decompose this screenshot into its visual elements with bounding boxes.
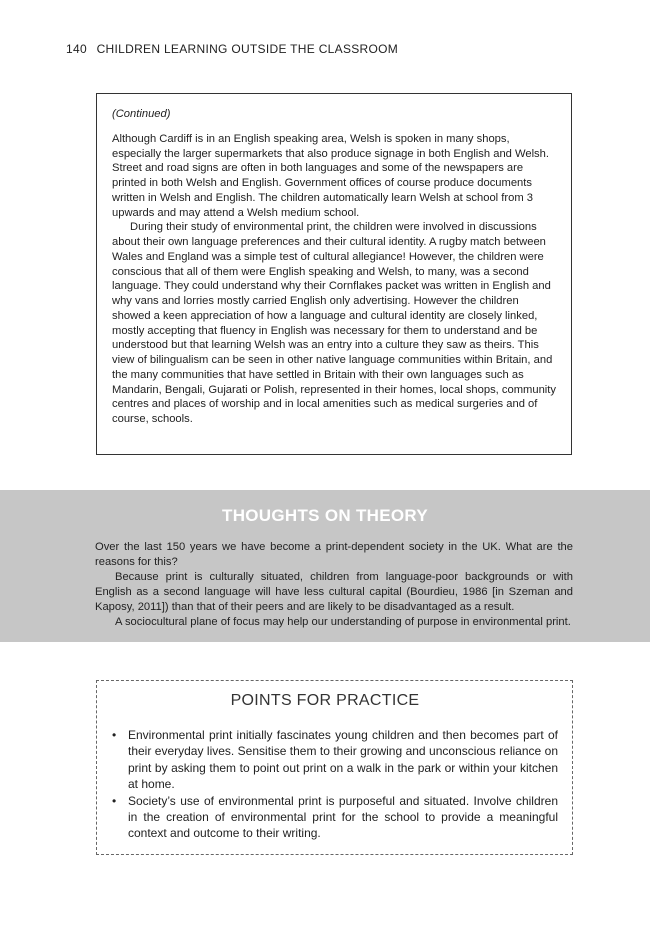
theory-paragraph-1: Over the last 150 years we have become a print-dependent society in the UK. What are the reasons for this? bbox=[95, 541, 573, 568]
practice-item bbox=[112, 727, 558, 793]
practice-item-text: Society’s use of environmental print is purposeful and situated. Involve children in the creation of environmental print for the school to provide a meaningful context and outcome to their writing. bbox=[128, 793, 558, 841]
theory-title: THOUGHTS ON THEORY bbox=[222, 506, 428, 525]
theory-paragraph-3: A sociocultural plane of focus may help our understanding of purpose in environmental print. bbox=[115, 616, 571, 628]
page-number: 140 bbox=[66, 42, 87, 56]
running-title: CHILDREN LEARNING OUTSIDE THE CLASSROOM bbox=[96, 42, 399, 56]
running-head bbox=[66, 42, 398, 56]
theory-body bbox=[95, 540, 573, 630]
case-paragraph-2: During their study of environmental print, the children were involved in discussions about their own language preferences and their cultural identity. A rugby match between Wales and England was a simple test of cultural allegiance! However, the children were conscious that all of them were English speaking and Welsh, to many, was a second language. They could understand why their Cornflakes packet was written in English and why vans and lorries mostly carried English only advertising. However the children showed a keen appreciation of how a language and cultural identity are closely linked, mostly accepting that fluency in English was necessary for them to understand and be understood but that learning Welsh was an entry into a culture they saw as theirs. This view of bilingualism can be seen in other native language communities within Britain, and the many communities that have settled in Britain with their own languages such as Mandarin, Bengali, Gujarati or Polish, represented in their homes, local shops, community centres and places of worship and in local amenities such as medical surgeries and of course, schools. bbox=[112, 221, 556, 425]
practice-item-text: Environmental print initially fascinates young children and then becomes part of their everyday lives. Sensitise them to their growing and unconscious reliance on print by asking them to point out print on a walk in the park or within your kitchen at home. bbox=[128, 728, 558, 792]
case-paragraph-1: Although Cardiff is in an English speaking area, Welsh is spoken in many shops, especially the larger supermarkets that also produce signage in both English and Welsh. Street and road signs are often in both languages and some of the newspapers are printed in both Welsh and English. Government offices of course produce documents written in Welsh and English. The children automatically learn Welsh at school from 3 upwards and may attend a Welsh medium school. bbox=[112, 132, 549, 219]
bullet-icon: • bbox=[112, 728, 117, 742]
bullet-icon: • bbox=[112, 793, 117, 808]
practice-item bbox=[112, 793, 558, 842]
practice-title: POINTS FOR PRACTICE bbox=[230, 692, 420, 709]
theory-paragraph-2: Because print is culturally situated, children from language-poor backgrounds or with English as a second language will have less cultural capital (Bourdieu, 1986 [in Szeman and Kaposy, 2011]) than that of their peers and are likely to be disadvantaged as a result. bbox=[95, 571, 573, 613]
case-study-box bbox=[96, 93, 572, 455]
practice-list bbox=[112, 727, 558, 842]
continued-label: (Continued) bbox=[112, 108, 171, 120]
